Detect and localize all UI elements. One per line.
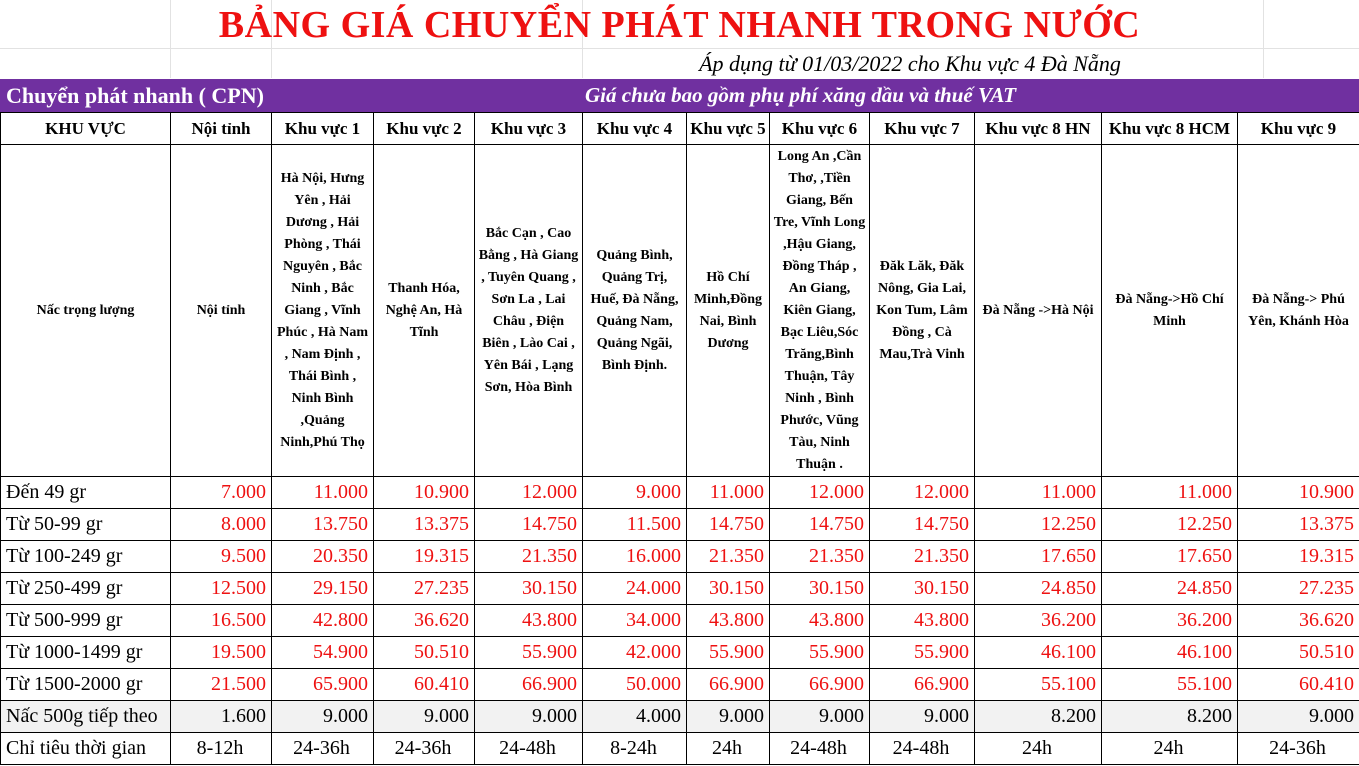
table-row [1,509,1359,541]
price-cell: 21.350 [770,541,870,573]
price-note: Giá chưa bao gồm phụ phí xăng dầu và thuế VAT [585,83,1017,107]
price-cell: 11.500 [583,509,687,541]
price-cell: 66.900 [870,669,975,701]
row-label: Từ 100-249 gr [1,541,171,573]
price-cell: 46.100 [975,637,1102,669]
price-cell: 43.800 [870,605,975,637]
price-cell: 24.000 [583,573,687,605]
price-cell: 16.500 [171,605,272,637]
price-cell: 12.000 [475,477,583,509]
table-row [1,541,1359,573]
price-cell: 19.315 [1238,541,1359,573]
price-cell: 50.000 [583,669,687,701]
price-cell: 1.600 [171,701,272,733]
price-cell: 13.750 [272,509,374,541]
price-cell: 24-48h [475,733,583,765]
price-cell: 65.900 [272,669,374,701]
price-cell: 9.000 [870,701,975,733]
price-cell: 4.000 [583,701,687,733]
price-cell: 10.900 [374,477,475,509]
price-cell: 9.000 [687,701,770,733]
row-label: Chỉ tiêu thời gian [1,733,171,765]
column-header: Khu vực 2 [374,113,475,145]
price-cell: 12.000 [770,477,870,509]
price-cell: 9.000 [1238,701,1359,733]
table-row [1,733,1359,765]
column-header: Khu vực 8 HN [975,113,1102,145]
row-label: Từ 250-499 gr [1,573,171,605]
price-cell: 19.500 [171,637,272,669]
zone-provinces: Thanh Hóa, Nghệ An, Hà Tĩnh [374,145,475,477]
price-cell: 30.150 [475,573,583,605]
row-label: Đến 49 gr [1,477,171,509]
price-cell: 13.375 [1238,509,1359,541]
price-cell: 21.350 [687,541,770,573]
price-cell: 21.350 [475,541,583,573]
price-cell: 29.150 [272,573,374,605]
price-cell: 19.315 [374,541,475,573]
column-header: Khu vực 4 [583,113,687,145]
price-cell: 30.150 [870,573,975,605]
price-cell: 66.900 [770,669,870,701]
price-cell: 36.200 [975,605,1102,637]
price-cell: 7.000 [171,477,272,509]
price-cell: 24.850 [1102,573,1238,605]
price-cell: 50.510 [374,637,475,669]
province-row [1,145,1359,477]
price-cell: 24h [975,733,1102,765]
table-row [1,477,1359,509]
price-cell: 14.750 [475,509,583,541]
price-cell: 11.000 [687,477,770,509]
price-cell: 24h [687,733,770,765]
zone-provinces: Hà Nội, Hưng Yên , Hải Dương , Hải Phòng , Thái Nguyên , Bắc Ninh , Bắc Giang , Vĩnh Phúc , Hà Nam , Nam Định , Thái Bình , Ninh Bình ,Quảng Ninh,Phú Thọ [272,145,374,477]
price-cell: 36.620 [374,605,475,637]
price-cell: 54.900 [272,637,374,669]
price-cell: 9.000 [583,477,687,509]
price-cell: 20.350 [272,541,374,573]
column-header: Khu vực 3 [475,113,583,145]
table-row [1,701,1359,733]
price-cell: 43.800 [475,605,583,637]
price-cell: 9.000 [374,701,475,733]
row-label: Từ 1000-1499 gr [1,637,171,669]
price-cell: 42.000 [583,637,687,669]
price-cell: 55.900 [770,637,870,669]
header-row [1,113,1359,145]
price-cell: 55.100 [975,669,1102,701]
price-table [0,112,1359,765]
price-cell: 14.750 [687,509,770,541]
price-cell: 11.000 [272,477,374,509]
column-header: Khu vực 1 [272,113,374,145]
price-cell: 9.500 [171,541,272,573]
row-label: Từ 1500-2000 gr [1,669,171,701]
price-cell: 60.410 [1238,669,1359,701]
price-cell: 8-24h [583,733,687,765]
zone-provinces: Đăk Lăk, Đăk Nông, Gia Lai, Kon Tum, Lâm Đồng , Cà Mau,Trà Vinh [870,145,975,477]
column-header: KHU VỰC [1,113,171,145]
price-cell: 24-36h [1238,733,1359,765]
price-cell: 24.850 [975,573,1102,605]
service-banner [0,79,1359,112]
price-cell: 9.000 [272,701,374,733]
price-cell: 17.650 [975,541,1102,573]
price-cell: 8.200 [1102,701,1238,733]
price-cell: 66.900 [475,669,583,701]
price-cell: 24-48h [770,733,870,765]
price-cell: 14.750 [870,509,975,541]
price-cell: 8.000 [171,509,272,541]
price-cell: 66.900 [687,669,770,701]
column-header: Nội tỉnh [171,113,272,145]
row-label: Từ 500-999 gr [1,605,171,637]
price-cell: 21.500 [171,669,272,701]
page-title: BẢNG GIÁ CHUYỂN PHÁT NHANH TRONG NƯỚC [218,4,1141,46]
row-label: Nấc 500g tiếp theo [1,701,171,733]
column-header: Khu vực 9 [1238,113,1359,145]
price-cell: 42.800 [272,605,374,637]
price-cell: 12.250 [1102,509,1238,541]
price-cell: 55.900 [687,637,770,669]
table-row [1,605,1359,637]
price-cell: 55.900 [870,637,975,669]
grid-line [0,48,1359,49]
price-cell: 36.620 [1238,605,1359,637]
price-cell: 36.200 [1102,605,1238,637]
price-cell: 11.000 [1102,477,1238,509]
price-cell: 10.900 [1238,477,1359,509]
price-cell: 43.800 [770,605,870,637]
zone-provinces: Bắc Cạn , Cao Bằng , Hà Giang , Tuyên Quang , Sơn La , Lai Châu , Điện Biên , Lào Cai , Yên Bái , Lạng Sơn, Hòa Bình [475,145,583,477]
price-rows [1,477,1359,765]
zone-provinces: Đà Nẵng ->Hà Nội [975,145,1102,477]
price-cell: 9.000 [475,701,583,733]
table-row [1,573,1359,605]
zone-provinces: Đà Nẵng-> Phú Yên, Khánh Hòa [1238,145,1359,477]
price-cell: 17.650 [1102,541,1238,573]
zone-provinces: Quảng Bình, Quảng Trị, Huế, Đà Nẵng, Quảng Nam, Quảng Ngãi, Bình Định. [583,145,687,477]
zone-provinces: Đà Nẵng->Hồ Chí Minh [1102,145,1238,477]
column-header: Khu vực 7 [870,113,975,145]
price-cell: 30.150 [687,573,770,605]
price-cell: 16.000 [583,541,687,573]
price-cell: 34.000 [583,605,687,637]
price-cell: 24h [1102,733,1238,765]
price-cell: 21.350 [870,541,975,573]
price-cell: 12.250 [975,509,1102,541]
price-cell: 46.100 [1102,637,1238,669]
zone-provinces: Nội tỉnh [171,145,272,477]
weight-tier-label: Nấc trọng lượng [1,145,171,477]
applied-date-note: Áp dụng từ 01/03/2022 cho Khu vực 4 Đà Nẵng [699,51,1121,76]
price-cell: 14.750 [770,509,870,541]
column-header: Khu vực 5 [687,113,770,145]
price-cell: 55.100 [1102,669,1238,701]
price-cell: 27.235 [1238,573,1359,605]
zone-provinces: Long An ,Cần Thơ, ,Tiền Giang, Bến Tre, Vĩnh Long ,Hậu Giang, Đồng Tháp , An Giang, Kiên Giang, Bạc Liêu,Sóc Trăng,Bình Thuận, Tây Ninh , Bình Phước, Vũng Tàu, Ninh Thuận . [770,145,870,477]
price-cell: 43.800 [687,605,770,637]
price-cell: 55.900 [475,637,583,669]
price-cell: 24-48h [870,733,975,765]
price-cell: 8-12h [171,733,272,765]
price-cell: 12.000 [870,477,975,509]
row-label: Từ 50-99 gr [1,509,171,541]
price-cell: 50.510 [1238,637,1359,669]
price-cell: 60.410 [374,669,475,701]
column-header: Khu vực 6 [770,113,870,145]
price-cell: 24-36h [272,733,374,765]
column-header: Khu vực 8 HCM [1102,113,1238,145]
price-cell: 27.235 [374,573,475,605]
price-cell: 24-36h [374,733,475,765]
table-row [1,669,1359,701]
price-cell: 30.150 [770,573,870,605]
zone-provinces: Hồ Chí Minh,Đồng Nai, Bình Dương [687,145,770,477]
service-name: Chuyển phát nhanh ( CPN) [6,83,264,108]
price-cell: 13.375 [374,509,475,541]
price-cell: 11.000 [975,477,1102,509]
table-row [1,637,1359,669]
price-cell: 9.000 [770,701,870,733]
price-cell: 8.200 [975,701,1102,733]
price-cell: 12.500 [171,573,272,605]
